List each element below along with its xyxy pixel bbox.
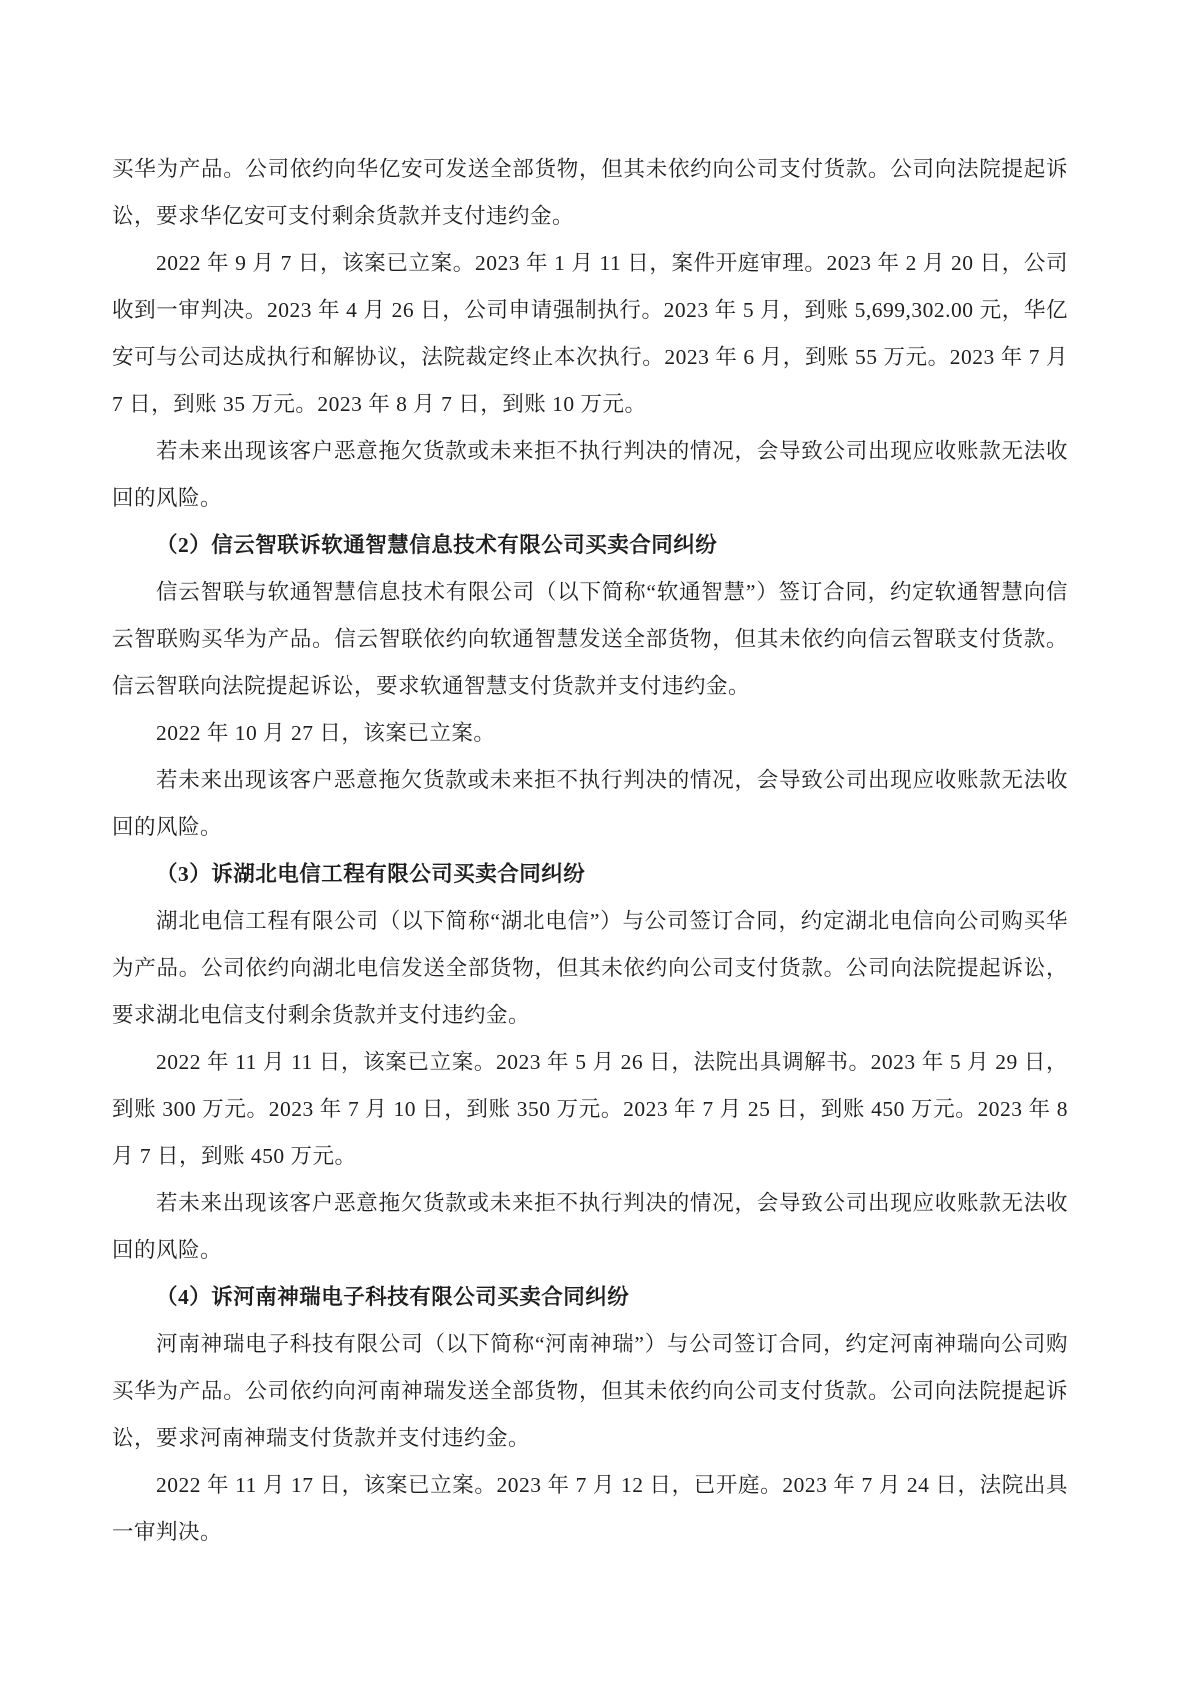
para-case4-timeline: 2022 年 11 月 17 日，该案已立案。2023 年 7 月 12 日，已开庭。2023 年 7 月 24 日，法院出具一审判决。 [112, 1473, 1068, 1544]
para-case4-intro: 河南神瑞电子科技有限公司（以下简称“河南神瑞”）与公司签订合同，约定河南神瑞向公司购买华为产品。公司依约向河南神瑞发送全部货物，但其未依约向公司支付货款。公司向法院提起诉讼，要求河南神瑞支付货款并支付违约金。 [112, 1332, 1068, 1450]
para-case2-intro: 信云智联与软通智慧信息技术有限公司（以下简称“软通智慧”）签订合同，约定软通智慧向信云智联购买华为产品。信云智联依约向软通智慧发送全部货物，但其未依约向信云智联支付货款。信云智联向法院提起诉讼，要求软通智慧支付货款并支付违约金。 [112, 580, 1068, 698]
para-risk-statement-1: 若未来出现该客户恶意拖欠货款或未来拒不执行判决的情况，会导致公司出现应收账款无法收回的风险。 [112, 439, 1068, 510]
para-case3-timeline: 2022 年 11 月 11 日，该案已立案。2023 年 5 月 26 日，法院出具调解书。2023 年 5 月 29 日，到账 300 万元。2023 年 7 月 10 日，到账 350 万元。2023 年 7 月 25 日，到账 450 万元。2023 年 8 月 7 日，到账 450 万元。 [112, 1050, 1068, 1168]
heading-case-2: （2）信云智联诉软通智慧信息技术有限公司买卖合同纠纷 [156, 533, 718, 557]
heading-case-3: （3）诉湖北电信工程有限公司买卖合同纠纷 [156, 862, 586, 886]
para-huayian-case-timeline: 2022 年 9 月 7 日，该案已立案。2023 年 1 月 11 日，案件开庭审理。2023 年 2 月 20 日，公司收到一审判决。2023 年 4 月 26 日，公司申请强制执行。2023 年 5 月，到账 5,699,302.00 元，华亿安可与公司达成执行和解协议，法院裁定终止本次执行。2023 年 6 月，到账 55 万元。2023 年 7 月 7 日，到账 35 万元。2023 年 8 月 7 日，到账 10 万元。 [112, 251, 1068, 416]
para-risk-statement-3: 若未来出现该客户恶意拖欠货款或未来拒不执行判决的情况，会导致公司出现应收账款无法收回的风险。 [112, 1191, 1068, 1262]
document-text-block [112, 146, 1068, 1556]
heading-case-4: （4）诉河南神瑞电子科技有限公司买卖合同纠纷 [156, 1285, 630, 1309]
para-huayian-continuation: 买华为产品。公司依约向华亿安可发送全部货物，但其未依约向公司支付货款。公司向法院提起诉讼，要求华亿安可支付剩余货款并支付违约金。 [112, 157, 1068, 228]
para-case3-intro: 湖北电信工程有限公司（以下简称“湖北电信”）与公司签订合同，约定湖北电信向公司购买华为产品。公司依约向湖北电信发送全部货物，但其未依约向公司支付货款。公司向法院提起诉讼，要求湖北电信支付剩余货款并支付违约金。 [112, 909, 1068, 1027]
para-case2-timeline: 2022 年 10 月 27 日，该案已立案。 [156, 721, 496, 745]
para-risk-statement-2: 若未来出现该客户恶意拖欠货款或未来拒不执行判决的情况，会导致公司出现应收账款无法收回的风险。 [112, 768, 1068, 839]
